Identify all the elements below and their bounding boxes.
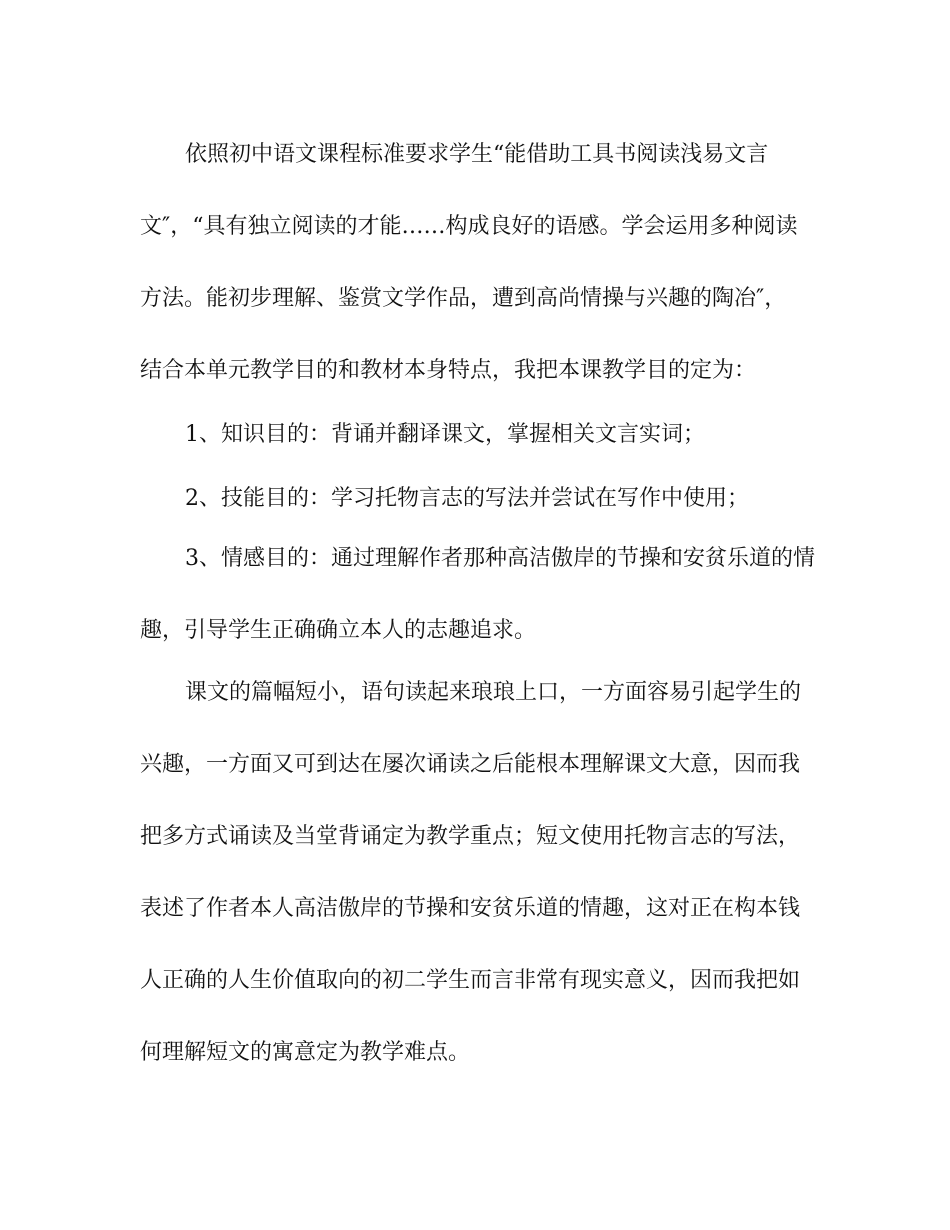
paragraph-2-line-3: 把多方式诵读及当堂背诵定为教学重点；短文使用托物言志的写法， <box>140 824 801 849</box>
paragraph-1-line-1: 依照初中语文课程标准要求学生“能借助工具书阅读浅易文言 <box>185 142 769 167</box>
objective-emotion-line-2: 趣，引导学生正确确立本人的志趣追求。 <box>140 618 537 643</box>
paragraph-1-line-3: 方法。能初步理解、鉴赏文学作品，遭到高尚情操与兴趣的陶冶″， <box>140 286 787 311</box>
objective-skill: 2、技能目的：学习托物言志的写法并尝试在写作中使用； <box>185 486 749 511</box>
paragraph-2-line-2: 兴趣，一方面又可到达在屡次诵读之后能根本理解课文大意，因而我 <box>140 752 801 777</box>
paragraph-2-line-5: 人正确的人生价值取向的初二学生而言非常有现实意义，因而我把如 <box>140 968 801 993</box>
paragraph-2-line-1: 课文的篇幅短小，语句读起来琅琅上口，一方面容易引起学生的 <box>185 680 802 705</box>
paragraph-2-line-4: 表述了作者本人高洁傲岸的节操和安贫乐道的情趣，这对正在构本钱 <box>140 896 801 921</box>
objective-emotion-line-1: 3、情感目的：通过理解作者那种高洁傲岸的节操和安贫乐道的情 <box>185 546 815 571</box>
paragraph-2-line-6: 何理解短文的寓意定为教学难点。 <box>140 1040 471 1065</box>
objective-knowledge: 1、知识目的：背诵并翻译课文，掌握相关文言实词； <box>185 422 705 447</box>
paragraph-1-line-2: 文″，“具有独立阅读的才能……构成良好的语感。学会运用多种阅读 <box>140 214 798 239</box>
paragraph-1-line-4: 结合本单元教学目的和教材本身特点，我把本课教学目的定为： <box>140 358 757 383</box>
